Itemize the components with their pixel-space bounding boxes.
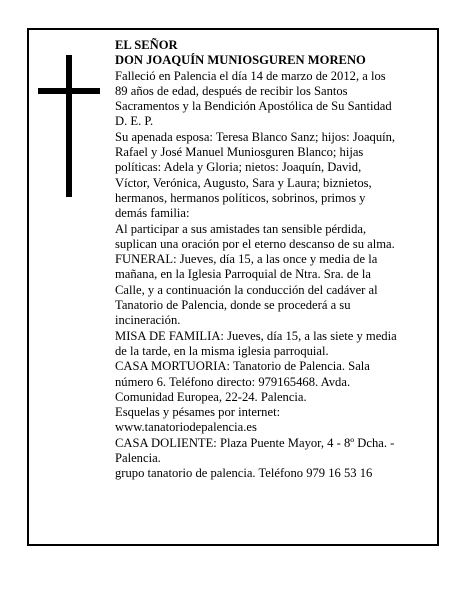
notice-line: hermanos, hermanos políticos, sobrinos, primos y: [115, 190, 366, 205]
notice-line: MISA DE FAMILIA: Jueves, día 15, a las siete y media: [115, 328, 397, 343]
notice-line: D. E. P.: [115, 114, 154, 129]
notice-heading-1: EL SEÑOR: [115, 38, 178, 52]
notice-heading-2: DON JOAQUÍN MUNIOSGUREN MORENO: [115, 53, 366, 68]
notice-line: mañana, en la Iglesia Parroquial de Ntra. Sra. de la: [115, 267, 371, 282]
notice-line: Comunidad Europea, 22-24. Palencia.: [115, 389, 307, 404]
notice-line: número 6. Teléfono directo: 979165468. Avda.: [115, 374, 351, 389]
notice-line: Calle, y a continuación la conducción del cadáver al: [115, 282, 378, 297]
notice-line: incineración.: [115, 313, 181, 328]
notice-line: grupo tanatorio de palencia. Teléfono 979 16 53 16: [115, 466, 373, 481]
notice-line: demás familia:: [115, 206, 190, 221]
notice-line: CASA DOLIENTE: Plaza Puente Mayor, 4 - 8º Dcha. -: [115, 435, 395, 450]
cross-vertical-bar: [66, 55, 72, 197]
notice-line: Falleció en Palencia el día 14 de marzo de 2012, a los: [115, 68, 386, 83]
notice-line: Sacramentos y la Bendición Apostólica de Su Santidad: [115, 99, 392, 114]
notice-line: 89 años de edad, después de recibir los Santos: [115, 83, 348, 98]
notice-body: [115, 69, 415, 482]
notice-line: www.tanatoriodepalencia.es: [115, 420, 257, 435]
notice-line: CASA MORTUORIA: Tanatorio de Palencia. Sala: [115, 359, 370, 374]
notice-line: de la tarde, en la misma iglesia parroquial.: [115, 343, 329, 358]
notice-text: [115, 38, 415, 482]
notice-line: Víctor, Verónica, Augusto, Sara y Laura; biznietos,: [115, 175, 372, 190]
notice-line: políticas: Adela y Gloria; nietos: Joaquín, David,: [115, 160, 362, 175]
notice-line: suplican una oración por el eterno descanso de su alma.: [115, 236, 395, 251]
cross-horizontal-bar: [38, 88, 100, 94]
notice-line: Rafael y José Manuel Muniosguren Blanco; hijas: [115, 145, 364, 160]
notice-line: Tanatorio de Palencia, donde se procederá a su: [115, 298, 351, 313]
notice-line: FUNERAL: Jueves, día 15, a las once y media de la: [115, 252, 378, 267]
cross-icon: [38, 55, 100, 197]
notice-line: Al participar a sus amistades tan sensible pérdida,: [115, 221, 367, 236]
notice-line: Su apenada esposa: Teresa Blanco Sanz; hijos: Joaquín,: [115, 129, 396, 144]
notice-line: Palencia.: [115, 451, 161, 466]
notice-line: Esquelas y pésames por internet:: [115, 405, 281, 420]
